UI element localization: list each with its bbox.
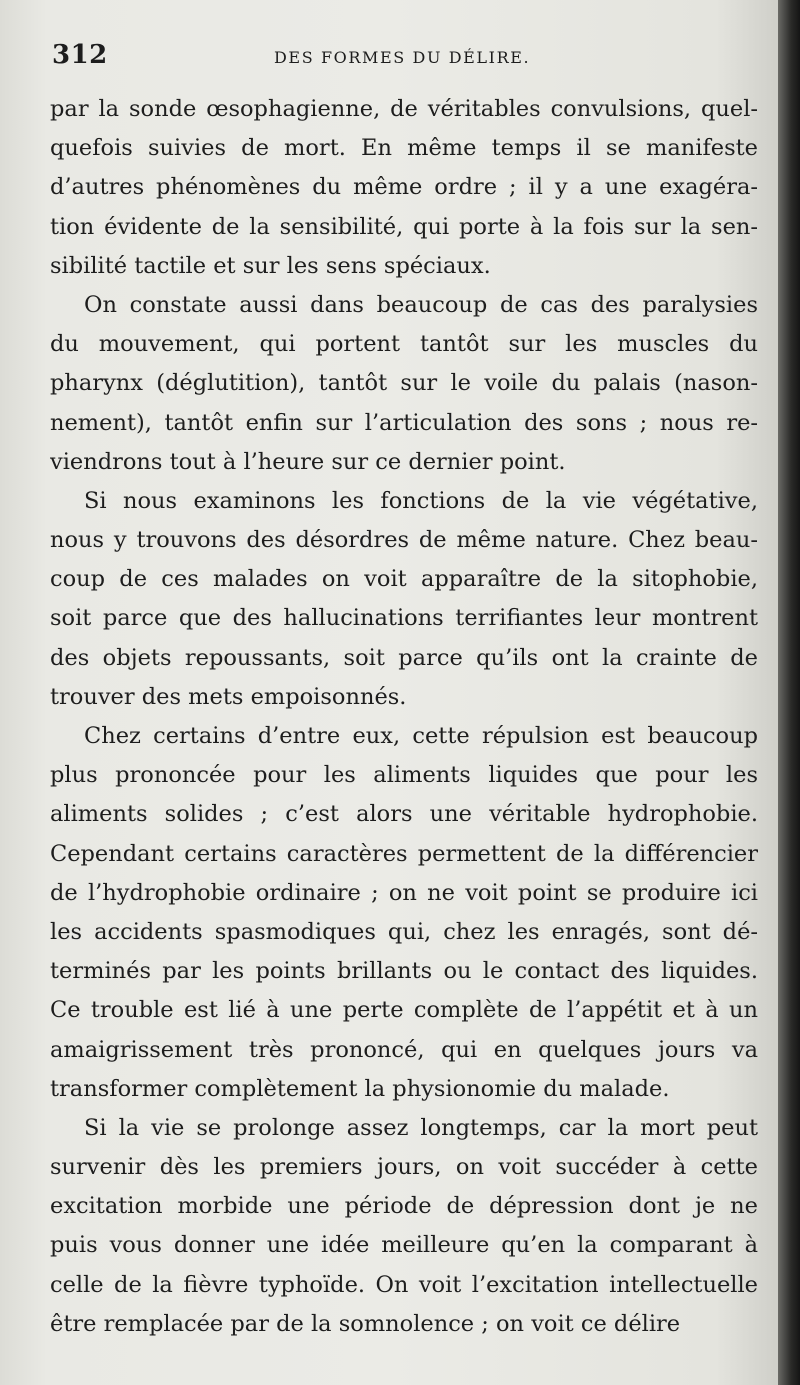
text-line: quefois suivies de mort. En même temps il se manifeste xyxy=(50,135,758,162)
text-line: tion évidente de la sensibilité, qui porte à la fois sur la sen- xyxy=(50,213,758,240)
paragraph xyxy=(50,482,758,717)
text-line: trouver des mets empoisonnés. xyxy=(50,683,407,710)
text-line: Chez certains d’entre eux, cette répulsion est beaucoup xyxy=(84,723,758,749)
text-line: Cependant certains caractères permettent de la différencier xyxy=(50,840,758,867)
text-line: par la sonde œsophagienne, de véritables convulsions, quel- xyxy=(50,96,758,122)
text-line: des objets repoussants, soit parce qu’ils ont la crainte de xyxy=(50,644,758,671)
text-line: excitation morbide une période de dépression dont je ne xyxy=(50,1193,758,1220)
text-line: nous y trouvons des désordres de même nature. Chez beau- xyxy=(50,527,758,554)
text-line: du mouvement, qui portent tantôt sur les muscles du xyxy=(50,331,758,358)
text-line: Ce trouble est lié à une perte complète de l’appétit et à un xyxy=(50,997,758,1024)
paragraph xyxy=(50,286,758,482)
paragraph xyxy=(50,717,758,1109)
text-line: puis vous donner une idée meilleure qu’en la comparant à xyxy=(50,1232,758,1259)
text-line: coup de ces malades on voit apparaître de la sitophobie, xyxy=(50,566,758,593)
text-line: celle de la fièvre typhoïde. On voit l’excitation intellectuelle xyxy=(50,1271,758,1298)
body-text xyxy=(50,90,758,1344)
text-line: transformer complètement la physionomie du malade. xyxy=(50,1075,670,1102)
text-line: être remplacée par de la somnolence ; on voit ce délire xyxy=(50,1310,681,1337)
paragraph xyxy=(50,1109,758,1344)
text-line: viendrons tout à l’heure sur ce dernier point. xyxy=(50,448,566,475)
text-line: amaigrissement très prononcé, qui en quelques jours va xyxy=(50,1036,758,1063)
text-line: soit parce que des hallucinations terrifiantes leur montrent xyxy=(50,605,758,632)
running-title: DES FORMES DU DÉLIRE. xyxy=(274,48,531,67)
text-line: plus prononcée pour les aliments liquides que pour les xyxy=(50,762,758,789)
text-line: de l’hydrophobie ordinaire ; on ne voit point se produire ici xyxy=(50,879,758,906)
text-line: On constate aussi dans beaucoup de cas des paralysies xyxy=(84,291,758,318)
text-line: Si la vie se prolonge assez longtemps, car la mort peut xyxy=(84,1114,758,1141)
text-line: les accidents spasmodiques qui, chez les enragés, sont dé- xyxy=(50,918,758,945)
page-header xyxy=(52,40,760,76)
text-line: d’autres phénomènes du même ordre ; il y a une exagéra- xyxy=(50,174,758,201)
text-line: pharynx (déglutition), tantôt sur le voile du palais (nason- xyxy=(50,370,758,397)
text-line: nement), tantôt enfin sur l’articulation des sons ; nous re- xyxy=(50,409,758,436)
text-line: aliments solides ; c’est alors une véritable hydrophobie. xyxy=(50,801,758,828)
text-line: Si nous examinons les fonctions de la vie végétative, xyxy=(84,487,758,514)
text-line: survenir dès les premiers jours, on voit succéder à cette xyxy=(50,1154,758,1181)
paragraph xyxy=(50,90,758,286)
text-line: terminés par les points brillants ou le contact des liquides. xyxy=(50,958,758,985)
page-number: 312 xyxy=(52,40,108,70)
text-line: sibilité tactile et sur les sens spéciaux. xyxy=(50,252,491,279)
book-spine-shadow xyxy=(778,0,800,1385)
